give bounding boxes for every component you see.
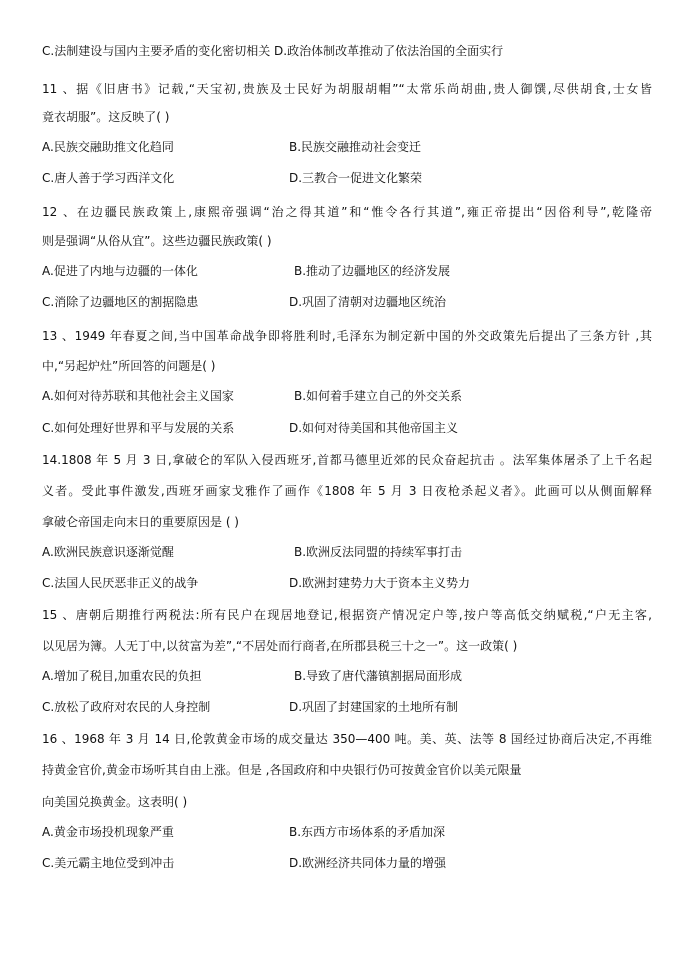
option-b: B.欧洲反法同盟的持续军事打击	[294, 545, 463, 559]
option-d: D.巩固了封建国家的土地所有制	[289, 700, 459, 714]
option-a: A.如何对待苏联和其他社会主义国家	[42, 389, 234, 403]
prev-question-option-cd: C.法制建设与国内主要矛盾的变化密切相关 D.政治体制改革推动了依法治国的全面实行	[42, 44, 504, 58]
option-d: D.欧洲经济共同体力量的增强	[289, 856, 447, 870]
option-b: B.导致了唐代藩镇割据局面形成	[294, 669, 463, 683]
question-stem-line: 竟衣胡服”。这反映了( )	[42, 110, 170, 124]
option-d: D.如何对待美国和其他帝国主义	[289, 421, 459, 435]
question-stem-line: 14.1808 年 5 月 3 日,拿破仑的军队入侵西班牙,首都马德里近郊的民众奋起抗击 。法军集体屠杀了上千名起	[42, 453, 652, 467]
question-stem-line: 16 、1968 年 3 月 14 日,伦敦黄金市场的成交量达 350—400 吨。美、英、法等 8 国经过协商后决定,不再维	[42, 732, 652, 746]
question-stem-line: 持黄金官价,黄金市场听其自由上涨。但是 ,各国政府和中央银行仍可按黄金官价以美元限量	[42, 763, 522, 777]
question-stem-line: 向美国兑换黄金。这表明( )	[42, 795, 188, 809]
option-b: B.推动了边疆地区的经济发展	[294, 264, 451, 278]
question-stem-line: 拿破仑帝国走向末日的重要原因是 ( )	[42, 515, 239, 529]
option-d: D.欧洲封建势力大于资本主义势力	[289, 576, 471, 590]
option-d: D.三教合一促进文化繁荣	[289, 171, 423, 185]
question-stem-line: 15 、唐朝后期推行两税法:所有民户在现居地登记,根据资产情况定户等,按户等高低交纳赋税,“户无主客,	[42, 608, 652, 622]
option-c: C.美元霸主地位受到冲击	[42, 856, 175, 870]
question-stem-line: 则是强调“从俗从宜”。这些边疆民族政策( )	[42, 234, 272, 248]
question-stem-line: 13 、1949 年春夏之间,当中国革命战争即将胜利时,毛泽东为制定新中国的外交政策先后提出了三条方针 ,其	[42, 329, 652, 343]
question-stem-line: 中,“另起炉灶”所回答的问题是( )	[42, 359, 216, 373]
option-a: A.增加了税目,加重农民的负担	[42, 669, 202, 683]
option-c: C.如何处理好世界和平与发展的关系	[42, 421, 235, 435]
option-c: C.消除了边疆地区的割据隐患	[42, 295, 199, 309]
option-b: B.民族交融推动社会变迁	[289, 140, 422, 154]
question-stem-line: 以见居为簿。人无丁中,以贫富为差”,“不居处而行商者,在所郡县税三十之一”。这一政策( )	[42, 639, 518, 653]
question-stem-line: 义者。受此事件激发,西班牙画家戈雅作了画作《1808 年 5 月 3 日夜枪杀起义者》。此画可以从侧面解释	[42, 484, 652, 498]
option-a: A.民族交融助推文化趋同	[42, 140, 174, 154]
question-stem-line: 12 、在边疆民族政策上,康熙帝强调“治之得其道”和“惟令各行其道”,雍正帝提出“因俗利导”,乾隆帝	[42, 205, 652, 219]
option-c: C.放松了政府对农民的人身控制	[42, 700, 211, 714]
option-a: A.黄金市场投机现象严重	[42, 825, 174, 839]
option-c: C.唐人善于学习西洋文化	[42, 171, 175, 185]
question-stem-line: 11 、据《旧唐书》记载,“天宝初,贵族及士民好为胡服胡帽”“太常乐尚胡曲,贵人御馔,尽供胡食,士女皆	[42, 82, 652, 96]
option-a: A.欧洲民族意识逐渐觉醒	[42, 545, 174, 559]
option-a: A.促进了内地与边疆的一体化	[42, 264, 198, 278]
option-c: C.法国人民厌恶非正义的战争	[42, 576, 199, 590]
option-d: D.巩固了清朝对边疆地区统治	[289, 295, 447, 309]
option-b: B.东西方市场体系的矛盾加深	[289, 825, 446, 839]
option-b: B.如何着手建立自己的外交关系	[294, 389, 463, 403]
